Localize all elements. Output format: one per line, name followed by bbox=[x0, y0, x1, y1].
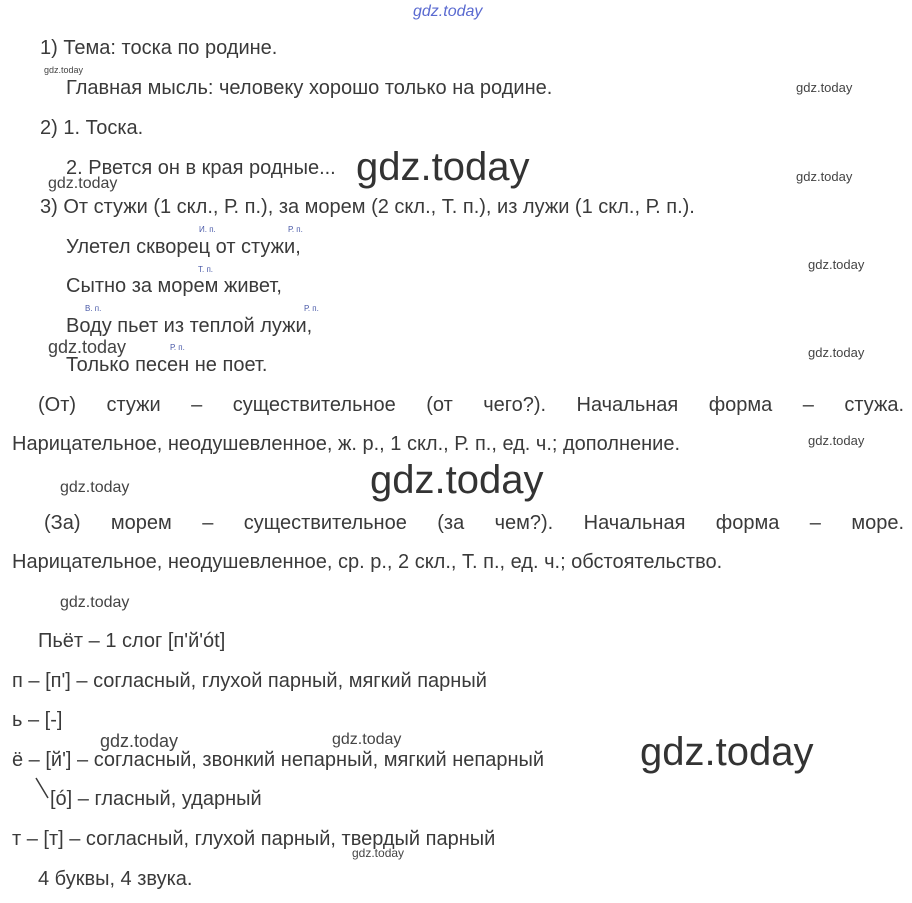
poem-line-2: Сытно за морем живет, bbox=[66, 275, 282, 297]
watermark: gdz.today bbox=[808, 433, 865, 448]
watermark: gdz.today bbox=[640, 730, 814, 774]
watermark: gdz.today bbox=[796, 80, 853, 95]
poem-line-3: Воду пьет из теплой лужи, bbox=[66, 315, 313, 337]
phonetic-row: ь – [-] bbox=[12, 709, 63, 731]
analysis2-line1: (За) морем – существительное (за чем?). Начальная форма – море. bbox=[44, 512, 904, 534]
case-label: Р. п. bbox=[288, 225, 303, 234]
phonetic-summary: 4 буквы, 4 звука. bbox=[38, 868, 193, 890]
case-label: И. п. bbox=[199, 225, 216, 234]
phonetic-row: п – [п'] – согласный, глухой парный, мягкий парный bbox=[12, 670, 487, 692]
q1-theme: 1) Тема: тоска по родине. bbox=[40, 37, 278, 59]
branch-stroke-icon bbox=[34, 776, 50, 800]
case-label: В. п. bbox=[85, 304, 102, 313]
watermark: gdz.today bbox=[808, 345, 865, 360]
analysis2-line2: Нарицательное, неодушевленное, ср. р., 2 скл., Т. п., ед. ч.; обстоятельство. bbox=[12, 551, 723, 573]
analysis1-line1: (От) стужи – существительное (от чего?). Начальная форма – стужа. bbox=[38, 394, 904, 416]
phonetic-row: ё – [й'] – согласный, звонкий непарный, мягкий непарный bbox=[12, 749, 545, 771]
watermark: gdz.today bbox=[352, 846, 405, 860]
watermark: gdz.today bbox=[796, 169, 853, 184]
watermark: gdz.today bbox=[356, 145, 530, 189]
poem-line-1: Улетел скворец от стужи, bbox=[66, 236, 301, 258]
case-label: Т. п. bbox=[198, 265, 213, 274]
q2-item-2: 2. Рвется он в края родные... bbox=[66, 157, 336, 179]
q1-main-idea: Главная мысль: человеку хорошо только на родине. bbox=[66, 77, 553, 99]
case-label: Р. п. bbox=[304, 304, 319, 313]
watermark: gdz.today bbox=[48, 337, 127, 357]
watermark: gdz.today bbox=[370, 458, 544, 502]
watermark: gdz.today bbox=[332, 731, 402, 748]
watermark: gdz.today bbox=[44, 65, 84, 75]
q3-intro: 3) От стужи (1 скл., Р. п.), за морем (2 скл., Т. п.), из лужи (1 скл., Р. п.). bbox=[40, 196, 695, 218]
watermark: gdz.today bbox=[60, 479, 130, 496]
poem-line-4: Только песен не поет. bbox=[66, 354, 268, 376]
watermark: gdz.today bbox=[48, 175, 118, 192]
case-label: Р. п. bbox=[170, 343, 185, 352]
analysis1-line2: Нарицательное, неодушевленное, ж. р., 1 скл., Р. п., ед. ч.; дополнение. bbox=[12, 433, 681, 455]
watermark: gdz.today bbox=[60, 594, 130, 611]
watermark: gdz.today bbox=[100, 731, 179, 751]
watermark: gdz.today bbox=[808, 257, 865, 272]
site-logo: gdz.today bbox=[413, 3, 483, 20]
phonetic-title: Пьёт – 1 слог [п'й'ót] bbox=[38, 630, 226, 652]
q2-item-1: 2) 1. Тоска. bbox=[40, 117, 144, 139]
phonetic-row: т – [т] – согласный, глухой парный, твердый парный bbox=[12, 828, 496, 850]
phonetic-row: [ó] – гласный, ударный bbox=[50, 788, 262, 810]
